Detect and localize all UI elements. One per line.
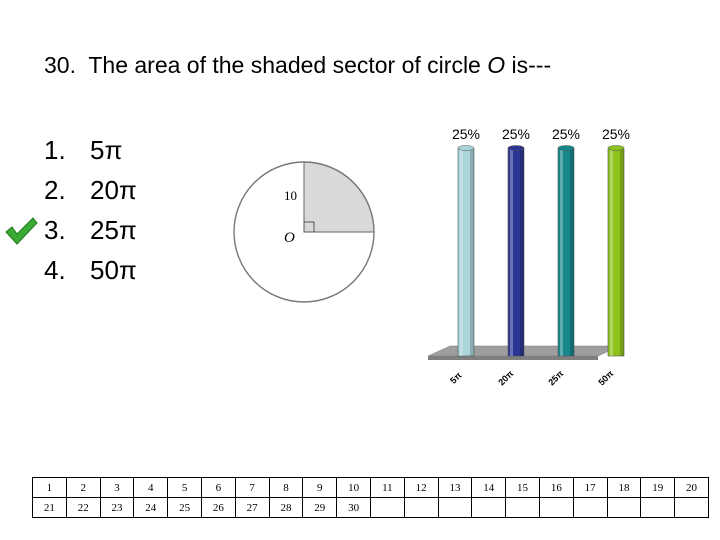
grid-cell: 23 <box>100 498 134 518</box>
grid-cell <box>472 498 506 518</box>
bar-highlight <box>610 148 613 356</box>
choice-label: 20π <box>90 175 137 205</box>
grid-cell: 14 <box>472 478 506 498</box>
choice-2 <box>44 170 137 210</box>
grid-cell: 3 <box>100 478 134 498</box>
grid-cell: 9 <box>303 478 337 498</box>
bar-shade <box>470 148 474 356</box>
grid-cell: 21 <box>33 498 67 518</box>
radius-label: 10 <box>284 188 297 203</box>
bar-cap <box>608 146 624 151</box>
grid-cell: 26 <box>201 498 235 518</box>
center-label: O <box>284 230 295 246</box>
bar-shade <box>520 148 524 356</box>
answer-choices <box>44 130 137 290</box>
checkmark-icon <box>4 216 38 246</box>
grid-cell: 8 <box>269 478 303 498</box>
choice-3 <box>44 210 137 250</box>
response-bar-chart <box>420 118 630 388</box>
choice-1 <box>44 130 137 170</box>
grid-cell <box>573 498 607 518</box>
grid-cell: 10 <box>337 478 371 498</box>
grid-cell <box>404 498 438 518</box>
bar-cap <box>458 146 474 151</box>
bar-value-label: 25% <box>501 126 531 142</box>
bar-highlight <box>510 148 513 356</box>
grid-cell <box>675 498 709 518</box>
bar-value-label: 25% <box>451 126 481 142</box>
grid-cell <box>506 498 540 518</box>
question-text-before: The area of the shaded sector of circle <box>88 52 481 78</box>
grid-cell: 27 <box>235 498 269 518</box>
grid-cell <box>607 498 641 518</box>
grid-cell: 1 <box>33 478 67 498</box>
category-label: 25π <box>546 368 566 388</box>
grid-cell: 30 <box>337 498 371 518</box>
category-label: 5π <box>448 370 464 386</box>
grid-cell: 17 <box>573 478 607 498</box>
grid-cell <box>370 498 404 518</box>
choice-number: 1. <box>44 135 66 165</box>
grid-cell: 7 <box>235 478 269 498</box>
grid-cell: 4 <box>134 478 168 498</box>
question-text-after: is--- <box>511 52 552 78</box>
question-grid <box>32 477 709 518</box>
grid-cell: 20 <box>675 478 709 498</box>
choice-number: 4. <box>44 255 66 285</box>
bar-highlight <box>560 148 563 356</box>
choice-label: 50π <box>90 255 137 285</box>
grid-cell <box>438 498 472 518</box>
grid-cell <box>641 498 675 518</box>
grid-cell: 15 <box>506 478 540 498</box>
bar-cap <box>558 146 574 151</box>
grid-cell: 29 <box>303 498 337 518</box>
category-label: 50π <box>596 368 616 388</box>
grid-cell: 13 <box>438 478 472 498</box>
choice-number: 2. <box>44 175 66 205</box>
grid-cell: 22 <box>66 498 100 518</box>
choice-number: 3. <box>44 215 66 245</box>
category-label: 20π <box>496 368 516 388</box>
bar-value-label: 25% <box>551 126 581 142</box>
grid-cell: 16 <box>539 478 573 498</box>
grid-cell: 5 <box>168 478 202 498</box>
bar-highlight <box>460 148 463 356</box>
chart-floor-edge <box>428 356 598 360</box>
grid-cell <box>539 498 573 518</box>
grid-cell: 24 <box>134 498 168 518</box>
grid-cell: 28 <box>269 498 303 518</box>
question-number: 30. <box>44 52 76 78</box>
grid-cell: 11 <box>370 478 404 498</box>
grid-cell: 2 <box>66 478 100 498</box>
grid-row-2 <box>33 498 709 518</box>
circle-diagram <box>226 160 376 310</box>
grid-cell: 6 <box>201 478 235 498</box>
grid-cell: 19 <box>641 478 675 498</box>
bar-cap <box>508 146 524 151</box>
choice-label: 5π <box>90 135 123 165</box>
question-text <box>44 52 551 79</box>
question-variable: O <box>487 52 506 78</box>
bar-shade <box>620 148 624 356</box>
grid-cell: 25 <box>168 498 202 518</box>
bar-shade <box>570 148 574 356</box>
grid-cell: 12 <box>404 478 438 498</box>
bar-value-label: 25% <box>601 126 630 142</box>
choice-label: 25π <box>90 215 137 245</box>
choice-4 <box>44 250 137 290</box>
grid-cell: 18 <box>607 478 641 498</box>
grid-row-1 <box>33 478 709 498</box>
